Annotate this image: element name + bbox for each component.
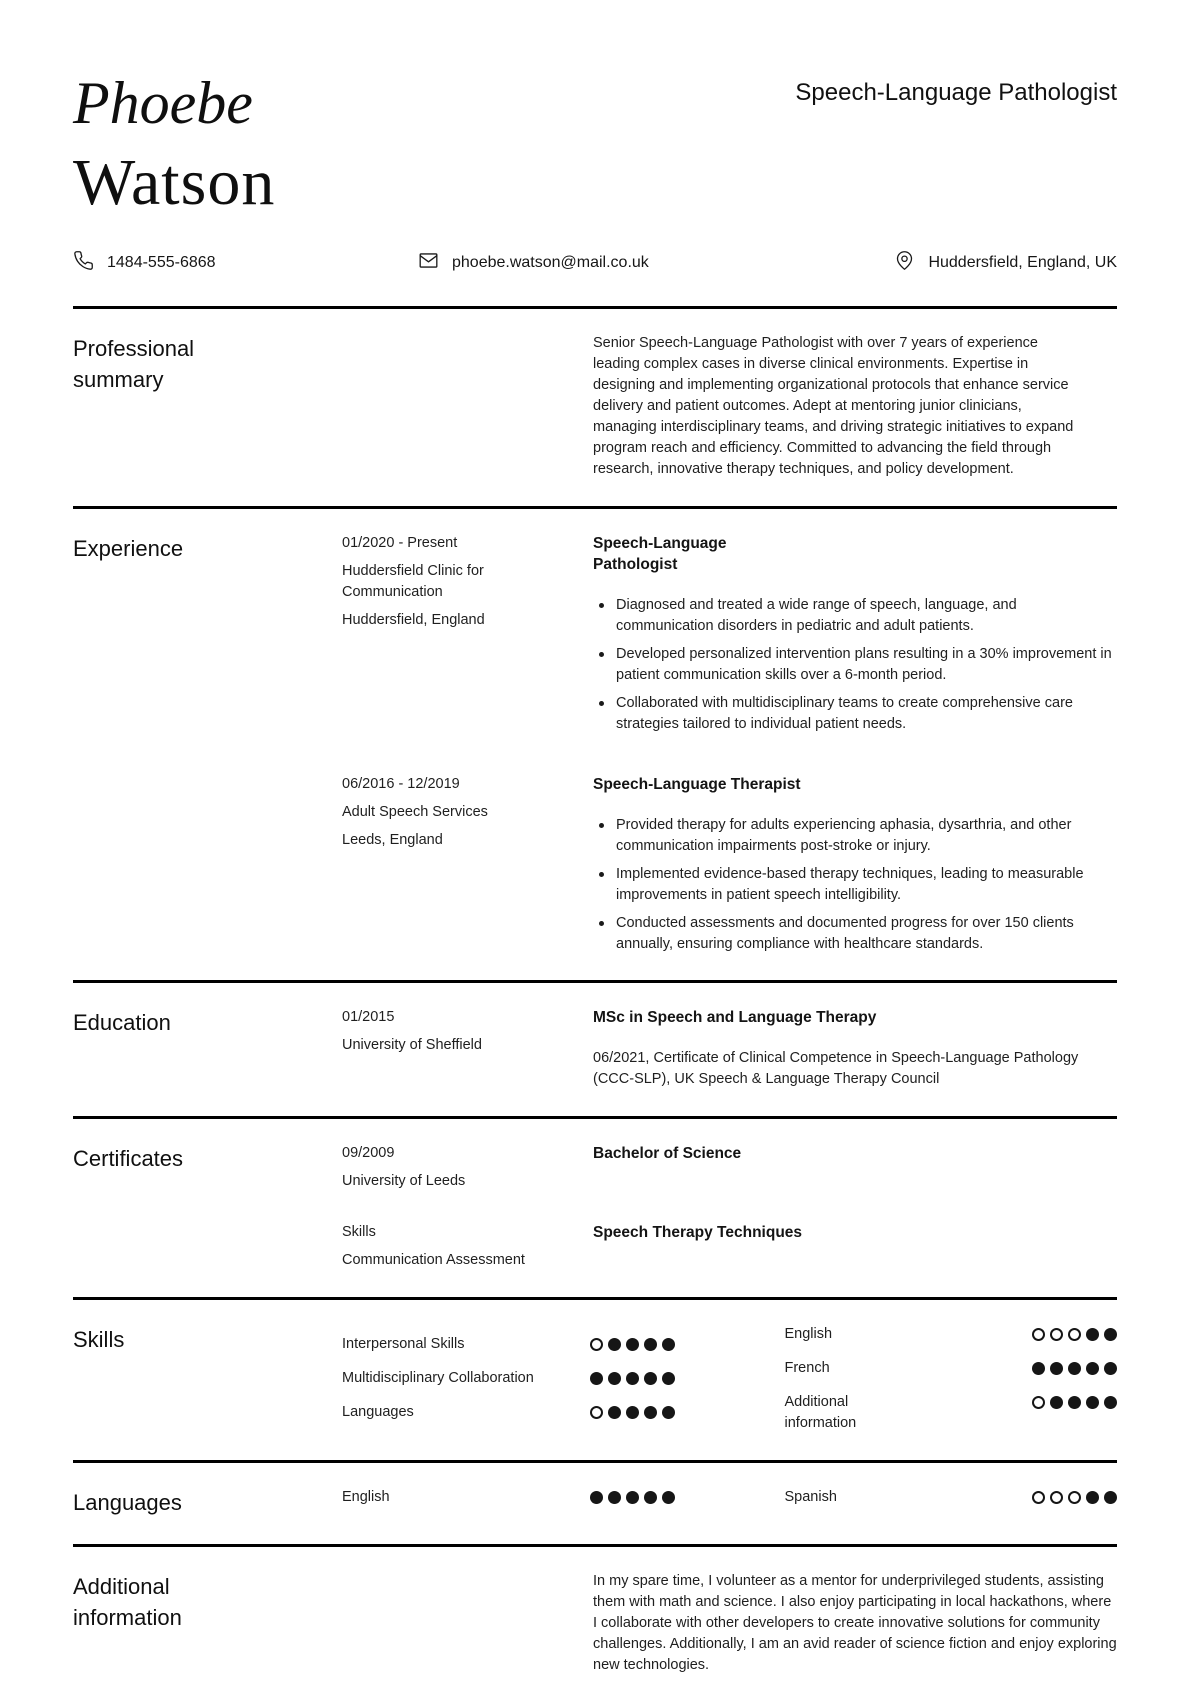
job-role: Speech-Language Pathologist <box>593 535 727 573</box>
section-title: Professional summary <box>73 336 195 392</box>
contact-item-mail <box>418 250 894 276</box>
rating-label: English <box>342 1489 390 1505</box>
section-title: Additional information <box>73 1574 182 1630</box>
bullet-item <box>593 864 1117 905</box>
rating-dot-filled <box>662 1406 675 1419</box>
rating-dot-filled <box>1068 1396 1081 1409</box>
job-dates: 01/2020 - Present <box>342 535 458 551</box>
rating-dots <box>1032 1358 1117 1375</box>
certificate-rows <box>342 1143 1117 1271</box>
rating-dot-filled <box>1086 1491 1099 1504</box>
rating-dot-filled <box>1032 1362 1045 1375</box>
rating-label: Languages <box>342 1404 414 1420</box>
rating-dots <box>590 1487 675 1504</box>
job-meta <box>342 774 593 954</box>
rating-dot-filled <box>1104 1491 1117 1504</box>
bullet-text: Developed personalized intervention plans resulting in a 30% improvement in patient communication skills over a 6-month period. <box>616 646 1112 683</box>
section-certificates <box>73 1116 1117 1297</box>
first-name: Phoebe <box>73 70 253 136</box>
rating-dots <box>590 1334 675 1351</box>
skills-column-right <box>785 1324 1118 1434</box>
rating-dot-empty <box>1050 1328 1063 1341</box>
bullet-dot-icon <box>599 701 604 706</box>
rating-label: Multidisciplinary Collaboration <box>342 1370 534 1386</box>
certificate-name: Bachelor of Science <box>593 1145 742 1162</box>
bullet-item <box>593 693 1117 734</box>
bullet-text: Collaborated with multidisciplinary teams to create comprehensive care strategies tailored to individual patient needs. <box>616 695 1073 732</box>
job-bullets <box>593 815 1117 954</box>
rating-label: Additional information <box>784 1394 857 1431</box>
additional-text: In my spare time, I volunteer as a mentor for underprivileged students, assisting them with math and science. I also enjoy participating in local hackathons, where I collaborate with other developers to create innovative solutions for community challenges. Additionally, I am an avid reader of science fiction and enjoy exploring new technologies. <box>593 1573 1117 1673</box>
rating-dots <box>1032 1392 1117 1409</box>
rating-row <box>785 1392 1118 1434</box>
rating-dot-filled <box>1104 1328 1117 1341</box>
certificate-meta-bottom: University of Leeds <box>342 1173 466 1189</box>
rating-dot-filled <box>662 1372 675 1385</box>
mail-icon <box>418 250 439 276</box>
rating-dot-filled <box>626 1338 639 1351</box>
rating-dot-filled <box>1068 1362 1081 1375</box>
bullet-dot-icon <box>599 921 604 926</box>
job-dates: 06/2016 - 12/2019 <box>342 776 460 792</box>
bullet-text: Implemented evidence-based therapy techniques, leading to measurable improvements in patient speech intelligibility. <box>616 866 1084 903</box>
certificate-meta-bottom: Communication Assessment <box>342 1252 525 1268</box>
rating-dot-empty <box>1032 1328 1045 1341</box>
section-skills <box>73 1297 1117 1460</box>
skills-body <box>342 1324 1117 1434</box>
section-title: Certificates <box>73 1146 184 1171</box>
section-body <box>593 1571 1117 1676</box>
rating-dot-filled <box>626 1406 639 1419</box>
section-title: Languages <box>73 1490 182 1515</box>
resume-header <box>73 64 1117 224</box>
rating-label: Spanish <box>784 1489 837 1505</box>
phone-icon <box>73 250 94 276</box>
bullet-item <box>593 815 1117 856</box>
rating-dot-empty <box>1032 1491 1045 1504</box>
job-company: Adult Speech Services <box>342 804 488 820</box>
location-icon <box>894 250 915 276</box>
experience-jobs <box>342 533 1117 954</box>
job-entry <box>342 533 1117 734</box>
rating-label: Interpersonal Skills <box>342 1336 465 1352</box>
section-title: Skills <box>73 1327 125 1352</box>
rating-dot-filled <box>590 1372 603 1385</box>
rating-dot-filled <box>644 1338 657 1351</box>
rating-dot-filled <box>1050 1396 1063 1409</box>
rating-dot-empty <box>590 1338 603 1351</box>
contact-text: Huddersfield, England, UK <box>928 254 1117 271</box>
rating-dot-filled <box>608 1338 621 1351</box>
education-degree: MSc in Speech and Language Therapy <box>593 1009 877 1026</box>
bullet-dot-icon <box>599 872 604 877</box>
section-meta-spacer <box>342 1571 593 1676</box>
rating-dot-filled <box>608 1372 621 1385</box>
rating-dot-filled <box>1104 1396 1117 1409</box>
bullet-text: Provided therapy for adults experiencing aphasia, dysarthria, and other communication impairments post-stroke or injury. <box>616 817 1072 854</box>
rating-dot-filled <box>1104 1362 1117 1375</box>
rating-row <box>785 1324 1118 1345</box>
certificate-entry <box>342 1222 1117 1271</box>
education-school: University of Sheffield <box>342 1037 482 1053</box>
bullet-text: Diagnosed and treated a wide range of speech, language, and communication disorders in pediatric and adult patients. <box>616 597 1017 634</box>
education-date: 01/2015 <box>342 1009 395 1025</box>
name-block <box>73 64 275 224</box>
rating-dot-filled <box>644 1491 657 1504</box>
languages-body <box>342 1487 1117 1518</box>
role-title: Speech-Language Pathologist <box>795 79 1117 106</box>
summary-text: Senior Speech-Language Pathologist with over 7 years of experience leading complex cases in diverse clinical environments. Expertise in designing and implementing organizational protocols that enhance service delivery and patient outcomes. Adept at mentoring junior clinicians, managing interdisciplinary teams, and driving strategic initiatives to expand program reach and efficiency. Committed to advancing the field through research, innovative therapy techniques, and policy development. <box>593 335 1074 477</box>
certificate-meta <box>342 1222 593 1271</box>
contact-item-location <box>894 250 1117 276</box>
section-experience <box>73 506 1117 980</box>
bullet-text: Conducted assessments and documented progress for over 150 clients annually, ensuring compliance with healthcare standards. <box>616 915 1074 952</box>
job-company: Huddersfield Clinic for Communication <box>342 563 484 600</box>
rating-dot-filled <box>608 1491 621 1504</box>
bullet-dot-icon <box>599 603 604 608</box>
contact-text: 1484-555-6868 <box>107 254 216 271</box>
rating-dots <box>1032 1487 1117 1504</box>
section-title: Education <box>73 1010 171 1035</box>
rating-dot-empty <box>1032 1396 1045 1409</box>
education-note: 06/2021, Certificate of Clinical Competence in Speech-Language Pathology (CCC-SLP), UK Speech & Language Therapy Council <box>593 1050 1079 1087</box>
rating-dot-filled <box>626 1491 639 1504</box>
rating-dot-filled <box>1050 1362 1063 1375</box>
last-name: Watson <box>73 146 276 219</box>
job-bullets <box>593 595 1117 734</box>
rating-dot-filled <box>1086 1396 1099 1409</box>
certificate-name: Speech Therapy Techniques <box>593 1224 803 1241</box>
rating-dot-filled <box>590 1491 603 1504</box>
rating-dot-empty <box>1050 1491 1063 1504</box>
job-detail <box>593 774 1117 954</box>
rating-dot-filled <box>662 1491 675 1504</box>
bullet-item <box>593 913 1117 954</box>
rating-label: English <box>784 1326 833 1342</box>
section-title: Experience <box>73 536 184 561</box>
rating-dot-filled <box>662 1338 675 1351</box>
section-languages <box>73 1460 1117 1544</box>
rating-row <box>342 1402 675 1423</box>
section-meta-spacer <box>342 333 593 480</box>
section-body <box>593 1007 1117 1090</box>
rating-dot-filled <box>1086 1362 1099 1375</box>
contact-text: phoebe.watson@mail.co.uk <box>452 254 649 271</box>
certificate-meta-top: Skills <box>342 1224 376 1240</box>
rating-dots <box>590 1402 675 1419</box>
rating-row <box>342 1334 675 1355</box>
rating-row <box>785 1487 1118 1508</box>
certificate-entry <box>342 1143 1117 1192</box>
rating-dot-filled <box>644 1372 657 1385</box>
languages-column-right <box>785 1487 1118 1518</box>
rating-row <box>342 1487 675 1508</box>
contact-row <box>73 250 1117 276</box>
certificate-body <box>593 1143 1117 1192</box>
job-role: Speech-Language Therapist <box>593 776 801 793</box>
section-professional-summary <box>73 306 1117 506</box>
job-meta <box>342 533 593 734</box>
rating-dot-filled <box>626 1372 639 1385</box>
languages-column-left <box>342 1487 675 1518</box>
rating-dot-filled <box>644 1406 657 1419</box>
section-education <box>73 980 1117 1116</box>
job-entry <box>342 774 1117 954</box>
rating-row <box>785 1358 1118 1379</box>
rating-dots <box>1032 1324 1117 1341</box>
section-additional-information <box>73 1544 1117 1684</box>
certificate-meta-top: 09/2009 <box>342 1145 395 1161</box>
rating-dot-empty <box>1068 1328 1081 1341</box>
certificate-body <box>593 1222 1117 1271</box>
job-location: Leeds, England <box>342 832 443 848</box>
rating-dot-empty <box>590 1406 603 1419</box>
job-location: Huddersfield, England <box>342 612 485 628</box>
section-body <box>593 333 1117 480</box>
job-detail <box>593 533 1117 734</box>
bullet-dot-icon <box>599 823 604 828</box>
bullet-item <box>593 644 1117 685</box>
rating-dots <box>590 1368 675 1385</box>
rating-dot-filled <box>608 1406 621 1419</box>
contact-item-phone <box>73 250 418 276</box>
rating-row <box>342 1368 675 1389</box>
bullet-item <box>593 595 1117 636</box>
certificate-meta <box>342 1143 593 1192</box>
bullet-dot-icon <box>599 652 604 657</box>
rating-dot-filled <box>1086 1328 1099 1341</box>
rating-dot-empty <box>1068 1491 1081 1504</box>
rating-label: French <box>784 1360 830 1376</box>
skills-column-left <box>342 1324 675 1434</box>
education-meta <box>342 1007 593 1090</box>
